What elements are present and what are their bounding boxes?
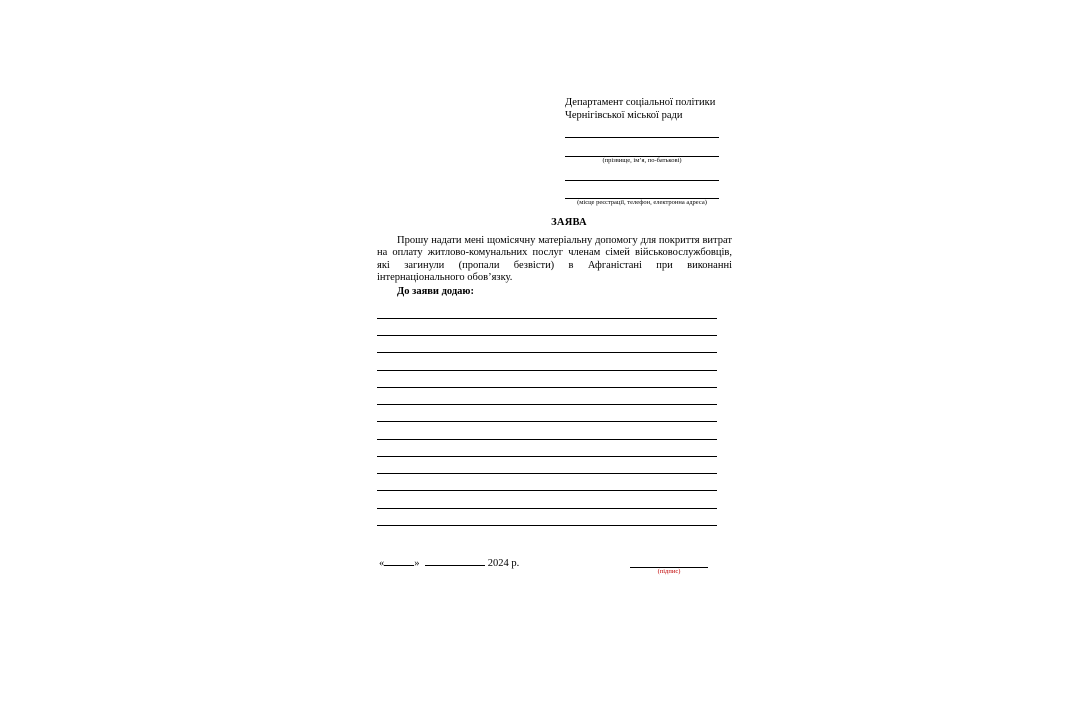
day-field[interactable] xyxy=(384,556,414,566)
addressee-block xyxy=(565,96,715,122)
month-field[interactable] xyxy=(425,556,485,566)
attachment-line-4[interactable] xyxy=(377,370,717,371)
attachment-line-3[interactable] xyxy=(377,352,717,353)
attachment-line-12[interactable] xyxy=(377,508,717,509)
addressee-line-1: Департамент соціальної політики xyxy=(565,97,716,108)
date-close-quote: » xyxy=(414,558,420,569)
signature-caption: (підпис) xyxy=(657,568,681,575)
attachment-line-9[interactable] xyxy=(377,456,717,457)
attachment-line-5[interactable] xyxy=(377,387,717,388)
attachment-line-8[interactable] xyxy=(377,439,717,440)
attachment-line-10[interactable] xyxy=(377,473,717,474)
attachment-line-13[interactable] xyxy=(377,525,717,526)
date-row xyxy=(379,556,519,569)
contact-field-line-1[interactable] xyxy=(565,180,719,181)
attachment-line-1[interactable] xyxy=(377,318,717,319)
attachment-line-6[interactable] xyxy=(377,404,717,405)
year-label: 2024 р. xyxy=(487,558,520,569)
contact-caption: (місце реєстрації, телефон, електронна адреса) xyxy=(577,199,707,206)
attachment-line-7[interactable] xyxy=(377,421,717,422)
addressee-line-2: Чернігівської міської ради xyxy=(565,110,683,121)
attachment-line-2[interactable] xyxy=(377,335,717,336)
name-caption: (прізвище, ім’я, по-батькові) xyxy=(602,157,682,164)
request-text: Прошу надати мені щомісячну матеріальну допомогу для покриття витрат на оплату житлово-комунальних послуг членам сімей військовослужбовців, які загинули (пропали безвісти) в Афганістані при виконанні інтернаціонального обов’язку. xyxy=(377,235,732,284)
date-open-quote: « xyxy=(379,558,385,569)
name-field-line-1[interactable] xyxy=(565,137,719,138)
document-title: ЗАЯВА xyxy=(551,217,587,228)
attachments-label: До заяви додаю: xyxy=(397,286,474,297)
attachment-line-11[interactable] xyxy=(377,490,717,491)
